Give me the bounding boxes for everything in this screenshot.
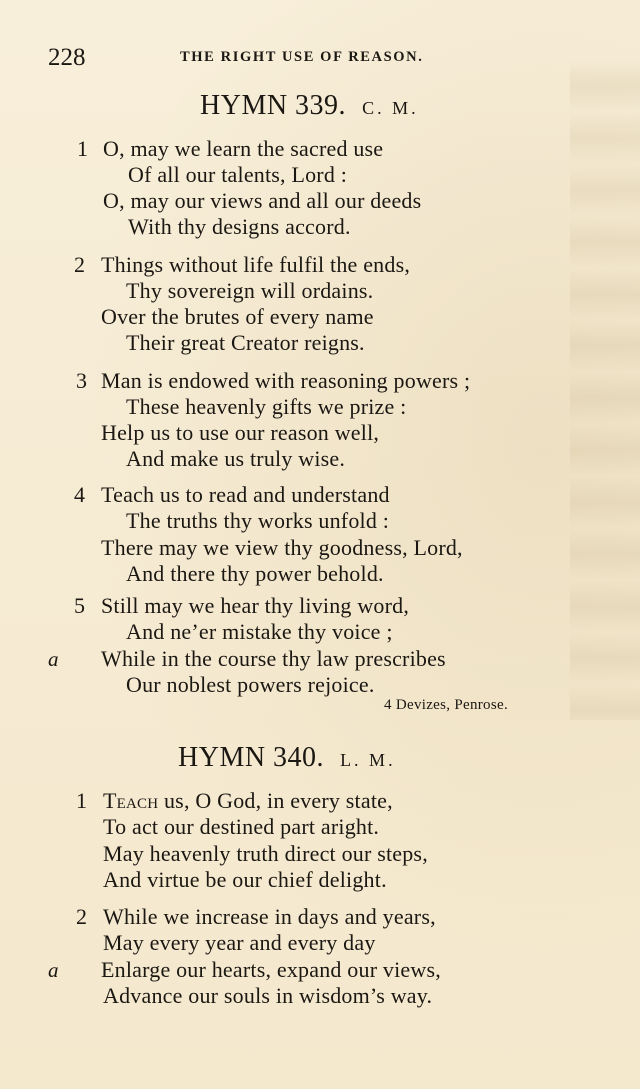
hymn-line: While we increase in days and years, — [103, 904, 436, 929]
hymn-340-title — [178, 742, 396, 774]
hymn-line: May every year and every day — [103, 930, 376, 955]
line-rest: us, O God, in every state, — [158, 788, 393, 813]
page-number: 228 — [48, 44, 86, 71]
stanza-number: 4 — [74, 482, 85, 507]
tune-attribution: 4 Devizes, Penrose. — [384, 697, 509, 713]
first-word: Teach — [103, 788, 159, 813]
hymn-line — [103, 788, 393, 814]
hymn-line: And make us truly wise. — [126, 446, 346, 471]
hymn-line: Things without life fulfil the ends, — [101, 252, 411, 277]
hymn-line: O, may our views and all our deeds — [103, 188, 422, 213]
hymn-line: Man is endowed with reasoning powers ; — [101, 368, 471, 393]
hymn-line: Teach us to read and understand — [101, 482, 390, 507]
hymn-line: Thy sovereign will ordains. — [126, 278, 374, 303]
margin-mark: a — [48, 958, 59, 982]
hymn-340-meter: L. M. — [340, 750, 396, 770]
hymn-line: While in the course thy law prescribes — [101, 646, 446, 671]
margin-mark: a — [48, 647, 59, 671]
hymn-line: The truths thy works unfold : — [126, 508, 390, 533]
hymn-line: And there thy power behold. — [126, 561, 384, 586]
bleed-through-shading — [570, 60, 640, 720]
hymn-line: Our noblest powers rejoice. — [126, 672, 375, 697]
stanza-number: 3 — [76, 368, 87, 393]
hymn-line: And ne’er mistake thy voice ; — [126, 619, 393, 644]
stanza-number: 2 — [74, 252, 85, 277]
hymn-line: May heavenly truth direct our steps, — [103, 841, 428, 866]
hymn-line: Advance our souls in wisdom’s way. — [103, 983, 433, 1008]
stanza-number: 1 — [77, 136, 88, 161]
hymn-339-meter: C. M. — [362, 98, 419, 118]
hymn-line: Of all our talents, Lord : — [128, 162, 348, 187]
hymn-line: There may we view thy goodness, Lord, — [101, 535, 463, 560]
hymn-line: To act our destined part aright. — [103, 814, 380, 839]
hymn-339-title — [200, 90, 419, 122]
hymn-339-number: HYMN 339. — [200, 90, 347, 121]
running-title: THE RIGHT USE OF REASON. — [180, 49, 424, 65]
running-header — [48, 44, 478, 74]
hymn-line: And virtue be our chief delight. — [103, 867, 387, 892]
hymn-line: These heavenly gifts we prize : — [126, 394, 407, 419]
hymn-line: With thy designs accord. — [128, 214, 351, 239]
hymn-line: Still may we hear thy living word, — [101, 593, 410, 618]
stanza-number: 5 — [74, 593, 85, 618]
hymn-line: Help us to use our reason well, — [101, 420, 380, 445]
hymn-340-number: HYMN 340. — [178, 742, 325, 773]
hymn-line: Enlarge our hearts, expand our views, — [101, 957, 441, 982]
hymn-line: Their great Creator reigns. — [126, 330, 365, 355]
stanza-number: 2 — [76, 904, 87, 929]
hymn-line: O, may we learn the sacred use — [103, 136, 384, 161]
stanza-number: 1 — [76, 788, 87, 813]
hymn-line: Over the brutes of every name — [101, 304, 374, 329]
